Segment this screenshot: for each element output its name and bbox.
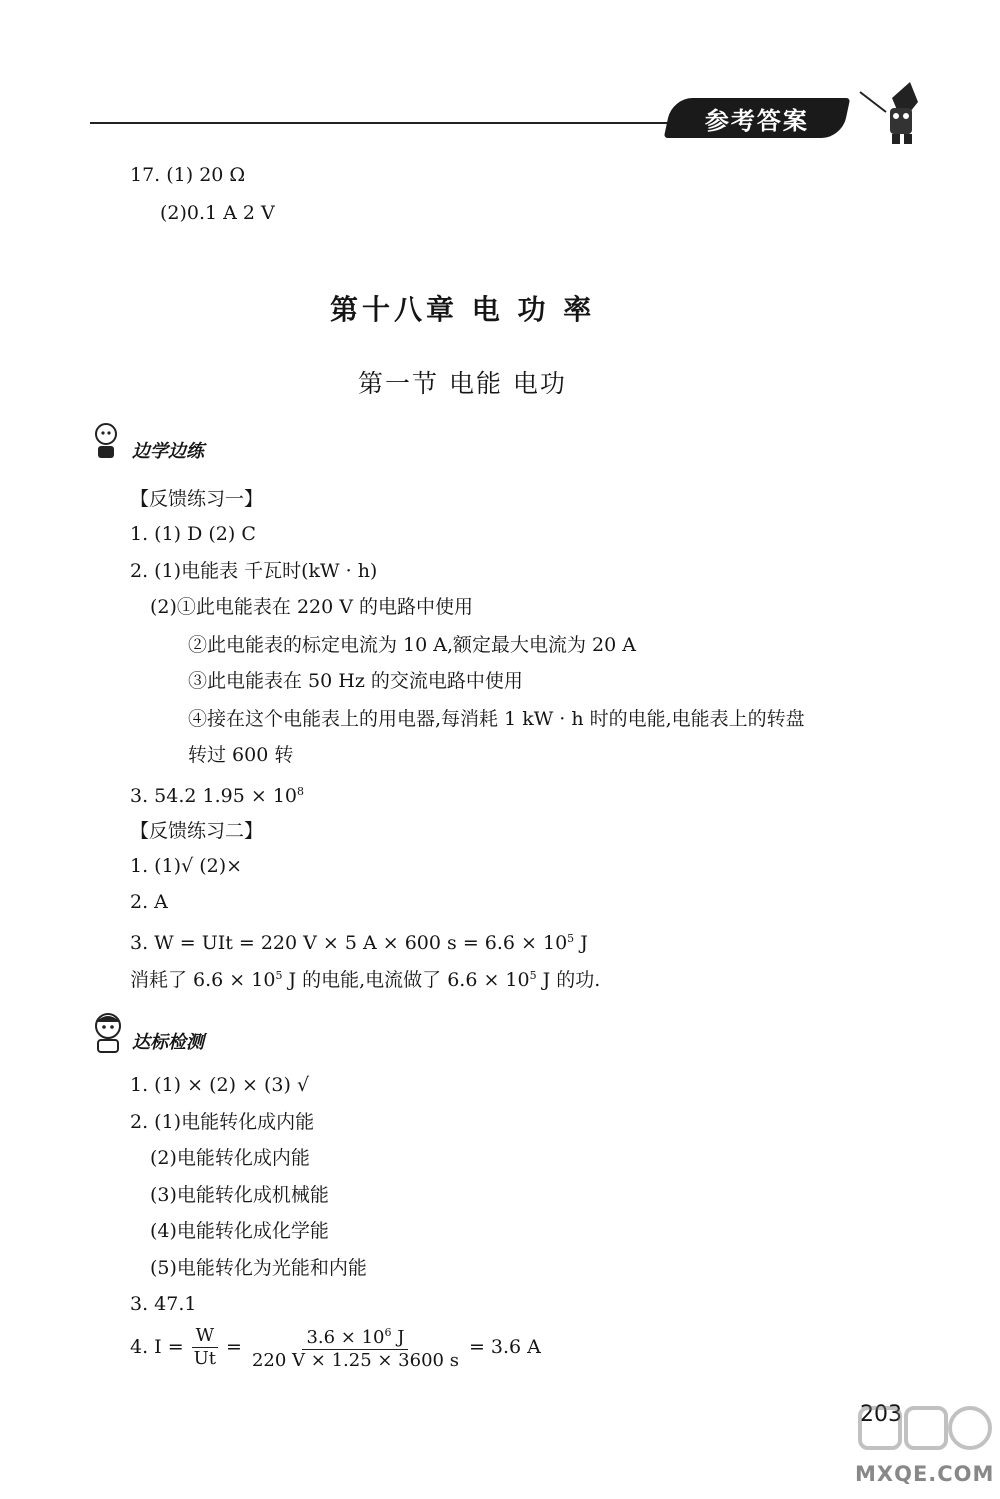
fraction-2-numerator-exp: 6 bbox=[384, 1326, 392, 1339]
fb2-q3 bbox=[130, 926, 588, 956]
test-q2-3: (3)电能转化成机械能 bbox=[150, 1184, 329, 1206]
test-q3: 3. 47.1 bbox=[130, 1293, 197, 1315]
fraction-2-numerator-unit: J bbox=[391, 1327, 405, 1348]
q17-line-1: 17. (1) 20 Ω bbox=[130, 164, 246, 186]
fb1-q1: 1. (1) D (2) C bbox=[130, 523, 256, 545]
fb2-conclusion-c: J 的功. bbox=[536, 969, 601, 991]
fraction-1-denominator: Ut bbox=[193, 1347, 217, 1369]
fb2-conclusion-exp2: 5 bbox=[529, 969, 537, 982]
chapter-title: 第十八章 电 功 率 bbox=[330, 293, 596, 326]
header-rule bbox=[90, 122, 690, 124]
test-q2-5: (5)电能转化为光能和内能 bbox=[150, 1257, 367, 1279]
fb1-q3-text: 3. 54.2 1.95 × 10 bbox=[130, 785, 297, 807]
test-q4-lhs: 4. I = bbox=[130, 1336, 184, 1358]
test-q2-4: (4)电能转化成化学能 bbox=[150, 1220, 329, 1242]
fraction-w-over-ut bbox=[190, 1325, 220, 1370]
test-q2-1: 2. (1)电能转化成内能 bbox=[130, 1111, 315, 1133]
study-kid-icon bbox=[88, 420, 132, 464]
fb2-q3-exp: 5 bbox=[567, 932, 575, 945]
feedback-2-heading: 【反馈练习二】 bbox=[130, 820, 264, 842]
fb2-conclusion-b: J 的电能,电流做了 6.6 × 10 bbox=[282, 969, 530, 991]
fraction-values bbox=[248, 1322, 463, 1372]
test-q4-result: = 3.6 A bbox=[468, 1336, 541, 1358]
equals-sign: = bbox=[226, 1336, 242, 1358]
test-check-label: 达标检测 bbox=[132, 1032, 204, 1053]
fb1-q2-3: ②此电能表的标定电流为 10 A,额定最大电流为 20 A bbox=[188, 634, 636, 656]
fb2-q1: 1. (1)√ (2)× bbox=[130, 855, 243, 877]
fb1-q2-1: 2. (1)电能表 千瓦时(kW · h) bbox=[130, 560, 378, 582]
q17-line-2: (2)0.1 A 2 V bbox=[160, 202, 275, 224]
fb2-q2: 2. A bbox=[130, 891, 168, 913]
fraction-2-numerator-text: 3.6 × 10 bbox=[306, 1327, 385, 1348]
test-kid-icon bbox=[86, 1010, 134, 1058]
section-title: 第一节 电能 电功 bbox=[358, 369, 567, 398]
fraction-2-numerator bbox=[302, 1322, 408, 1350]
fraction-2-denominator: 220 V × 1.25 × 3600 s bbox=[251, 1350, 459, 1371]
pencil-mascot-icon bbox=[852, 78, 932, 148]
fb1-q2-6: 转过 600 转 bbox=[188, 744, 294, 766]
fb1-q2-5: ④接在这个电能表上的用电器,每消耗 1 kW · h 时的电能,电能表上的转盘 bbox=[188, 708, 805, 730]
test-q2-2: (2)电能转化成内能 bbox=[150, 1147, 310, 1169]
test-q4 bbox=[130, 1322, 541, 1372]
fb2-conclusion-a: 消耗了 6.6 × 10 bbox=[130, 969, 276, 991]
fb1-q2-4: ③此电能表在 50 Hz 的交流电路中使用 bbox=[188, 670, 523, 692]
fb1-q2-2: (2)①此电能表在 220 V 的电路中使用 bbox=[150, 596, 474, 618]
fb2-conclusion-exp1: 5 bbox=[275, 969, 283, 982]
fb2-conclusion bbox=[130, 963, 600, 993]
study-practice-label: 边学边练 bbox=[132, 441, 204, 462]
fb2-q3-unit: J bbox=[574, 932, 588, 954]
page-number: 203 bbox=[860, 1402, 902, 1427]
fb1-q3-exp: 8 bbox=[297, 785, 304, 798]
answer-badge-label: 参考答案 bbox=[705, 106, 809, 135]
fb1-q3 bbox=[130, 779, 304, 809]
feedback-1-heading: 【反馈练习一】 bbox=[130, 488, 264, 510]
watermark-text: MXQE.COM bbox=[855, 1462, 995, 1486]
fraction-1-numerator: W bbox=[192, 1325, 219, 1348]
answer-badge bbox=[664, 98, 851, 138]
fb2-q3-text: 3. W = UIt = 220 V × 5 A × 600 s = 6.6 × 10 bbox=[130, 932, 568, 954]
test-q1: 1. (1) × (2) × (3) √ bbox=[130, 1074, 310, 1096]
